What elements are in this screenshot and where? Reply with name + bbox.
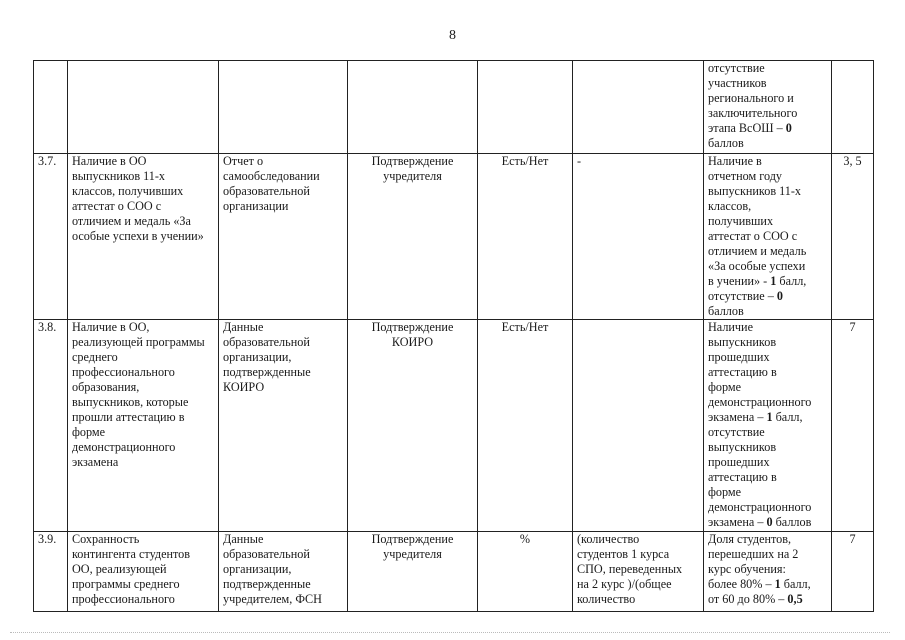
indicator-cell-line: демонстрационного (72, 440, 176, 454)
scale-cell-line: демонстрационного (708, 395, 812, 409)
row-number: 3.8. (34, 320, 68, 532)
criteria-table (33, 60, 874, 612)
formula-cell-line: на 2 курс )/(общее (577, 577, 672, 591)
scale-cell-line: выпускников (708, 335, 777, 349)
source-cell-line: подтвержденные (223, 577, 311, 591)
confirmation-cell (348, 532, 478, 612)
confirmation-cell-line: Подтверждение (371, 154, 454, 168)
table-row (34, 61, 874, 154)
scale-cell (704, 532, 832, 612)
source-cell-line: организации, (223, 350, 292, 364)
source-cell (219, 532, 348, 612)
scale-cell-line: экзамена – 1 балл, (708, 410, 803, 424)
scale-cell-line: Доля студентов, (708, 532, 792, 546)
unit-cell (478, 61, 573, 154)
scale-cell-line: аттестат о СОО с (708, 229, 798, 243)
indicator-cell-line: особые успехи в учении» (72, 229, 204, 243)
confirmation-cell-line: учредителя (383, 169, 442, 183)
indicator-cell-line: выпускников, которые (72, 395, 189, 409)
confirmation-cell (348, 154, 478, 320)
scale-cell-line: участников (708, 76, 767, 90)
scale-cell-line: Наличие (708, 320, 753, 334)
unit-cell: Есть/Нет (478, 320, 573, 532)
confirmation-cell-line: КОИРО (391, 335, 434, 349)
indicator-cell-line: классов, получивших (72, 184, 184, 198)
scale-cell-line: более 80% – 1 балл, (708, 577, 811, 591)
formula-cell (573, 61, 704, 154)
formula-cell-line: СПО, переведенных (577, 562, 683, 576)
scale-cell-line: отчетном году (708, 169, 782, 183)
formula-cell-line: (количество (577, 532, 640, 546)
scale-cell-line: от 60 до 80% – 0,5 (708, 592, 803, 606)
page-number: 8 (449, 28, 456, 43)
source-cell-line: образовательной (223, 335, 310, 349)
scale-cell-line: прошедших (708, 455, 770, 469)
indicator-cell-line: профессионального (72, 592, 175, 606)
confirmation-cell-line: Подтверждение (371, 532, 454, 546)
scale-cell-line: отсутствие (708, 425, 765, 439)
scale-cell-line: регионального и (708, 91, 794, 105)
scale-cell-line: выпускников 11-х (708, 184, 802, 198)
scale-cell-line: выпускников (708, 440, 777, 454)
formula-cell (573, 532, 704, 612)
indicator-cell-line: экзамена (72, 455, 119, 469)
scale-cell-line: отличием и медаль (708, 244, 807, 258)
scale-cell-line: аттестацию в (708, 365, 777, 379)
indicator-cell-line: реализующей программы (72, 335, 205, 349)
indicator-cell-line: отличием и медаль «За (72, 214, 191, 228)
scale-cell-line: экзамена – 0 баллов (708, 515, 812, 529)
confirmation-cell-line: учредителя (383, 547, 442, 561)
source-cell-line: КОИРО (223, 380, 265, 394)
scale-cell-line: демонстрационного (708, 500, 812, 514)
formula-cell (573, 154, 704, 320)
formula-cell-line: - (577, 154, 582, 168)
table-row (34, 320, 874, 532)
indicator-cell-line: прошли аттестацию в (72, 410, 185, 424)
scale-cell-line: заключительного (708, 106, 798, 120)
indicator-cell (68, 320, 219, 532)
scan-artifact-line (10, 632, 890, 635)
scale-cell-line: прошедших (708, 350, 770, 364)
source-cell-line: Данные (223, 532, 264, 546)
scale-cell-line: этапа ВсОШ – 0 (708, 121, 792, 135)
scale-cell-line: курс обучения: (708, 562, 786, 576)
indicator-cell-line: ОО, реализующей (72, 562, 167, 576)
table-row (34, 532, 874, 612)
row-number: 3.7. (34, 154, 68, 320)
source-cell-line: Отчет о (223, 154, 264, 168)
indicator-cell-line: среднего (72, 350, 118, 364)
confirmation-cell-line: Подтверждение (371, 320, 454, 334)
scale-cell-line: «За особые успехи (708, 259, 806, 273)
scale-cell-line: перешедших на 2 (708, 547, 799, 561)
scale-cell-line: аттестацию в (708, 470, 777, 484)
scale-cell-line: форме (708, 380, 742, 394)
points-cell (832, 61, 874, 154)
points-cell: 7 (832, 320, 874, 532)
scale-cell-line: классов, (708, 199, 752, 213)
source-cell-line: учредителем, ФСН (223, 592, 322, 606)
indicator-cell-line: форме (72, 425, 106, 439)
indicator-cell-line: Сохранность (72, 532, 140, 546)
source-cell-line: самообследовании (223, 169, 320, 183)
indicator-cell-line: Наличие в ОО, (72, 320, 150, 334)
scale-cell-line: баллов (708, 136, 744, 150)
scale-cell-line: в учении» - 1 балл, (708, 274, 807, 288)
scale-cell (704, 154, 832, 320)
source-cell (219, 61, 348, 154)
formula-cell (573, 320, 704, 532)
source-cell-line: Данные (223, 320, 264, 334)
scale-cell-line: отсутствие (708, 61, 765, 75)
indicator-cell-line: Наличие в ОО (72, 154, 147, 168)
unit-cell: % (478, 532, 573, 612)
scale-cell-line: получивших (708, 214, 774, 228)
points-cell: 3, 5 (832, 154, 874, 320)
source-cell (219, 154, 348, 320)
unit-cell: Есть/Нет (478, 154, 573, 320)
formula-cell-line: студентов 1 курса (577, 547, 670, 561)
indicator-cell-line: программы среднего (72, 577, 180, 591)
scale-cell-line: Наличие в (708, 154, 762, 168)
indicator-cell-line: аттестат о СОО с (72, 199, 162, 213)
row-number: 3.9. (34, 532, 68, 612)
indicator-cell-line: выпускников 11-х (72, 169, 166, 183)
confirmation-cell (348, 320, 478, 532)
formula-cell-line: количество (577, 592, 636, 606)
scale-cell-line: форме (708, 485, 742, 499)
confirmation-cell (348, 61, 478, 154)
row-number (34, 61, 68, 154)
source-cell-line: организации, (223, 562, 292, 576)
source-cell-line: образовательной (223, 184, 310, 198)
indicator-cell (68, 532, 219, 612)
indicator-cell (68, 61, 219, 154)
source-cell-line: подтвержденные (223, 365, 311, 379)
source-cell (219, 320, 348, 532)
scale-cell (704, 61, 832, 154)
indicator-cell-line: образования, (72, 380, 140, 394)
table-row (34, 154, 874, 320)
indicator-cell-line: профессионального (72, 365, 175, 379)
source-cell-line: организации (223, 199, 289, 213)
scale-cell-line: баллов (708, 304, 744, 318)
points-cell: 7 (832, 532, 874, 612)
indicator-cell (68, 154, 219, 320)
scale-cell (704, 320, 832, 532)
scale-cell-line: отсутствие – 0 (708, 289, 783, 303)
indicator-cell-line: контингента студентов (72, 547, 191, 561)
source-cell-line: образовательной (223, 547, 310, 561)
